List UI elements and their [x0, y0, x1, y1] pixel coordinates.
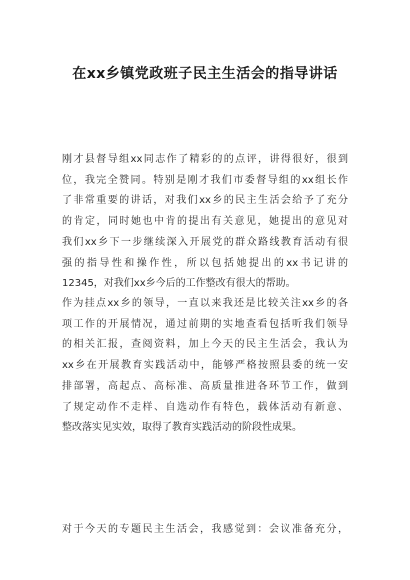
text-line: xx乡在开展教育实践活动中，能够严格按照县委的统一安 — [62, 360, 348, 372]
paragraph-2 — [62, 294, 348, 439]
paragraph-3 — [62, 520, 348, 541]
text-line: 刚才县督导组xx同志作了精彩的的点评，讲得很好，很到 — [62, 154, 348, 165]
text-line: 强的指导性和操作性，所以包括她提出的xx书记讲的 — [62, 257, 348, 269]
text-line: 的相关汇报，查阅资料，加上今天的民主生活会，我认为 — [62, 339, 348, 351]
text-line: 了规定动作不走样、自选动作有特色，载体活动有新意、 — [62, 401, 348, 413]
text-line: 排部署，高起点、高标准、高质量推进各环节工作，做到 — [62, 380, 348, 392]
text-line: 项工作的开展情况，通过前期的实地查看包括听我们领导 — [62, 318, 348, 330]
text-line: 12345，对我们xx乡今后的工作整改有很大的帮助。 — [62, 278, 296, 290]
text-line: 了非常重要的讲话，对我们xx乡的民主生活会给予了充分 — [62, 195, 348, 207]
document-title: 在xx乡镇党政班子民主生活会的指导讲话 — [72, 66, 338, 82]
text-line: 整改落实见实效，取得了教育实践活动的阶段性成果。 — [62, 422, 302, 434]
paragraph-1 — [62, 150, 348, 295]
text-line: 作为挂点xx乡的领导，一直以来我还是比较关注xx乡的各 — [62, 298, 348, 309]
text-line: 我们xx乡下一步继续深入开展党的群众路线教育活动有很 — [62, 236, 348, 248]
text-line: 位，我完全赞同。特别是刚才我们市委督导组的xx组长作 — [62, 174, 348, 186]
text-line: 的肯定，同时她也中肯的提出有关意见，她提出的意见对 — [62, 216, 348, 228]
text-line: 对于今天的专题民主生活会，我感觉到：会议准备充分， — [62, 524, 348, 535]
